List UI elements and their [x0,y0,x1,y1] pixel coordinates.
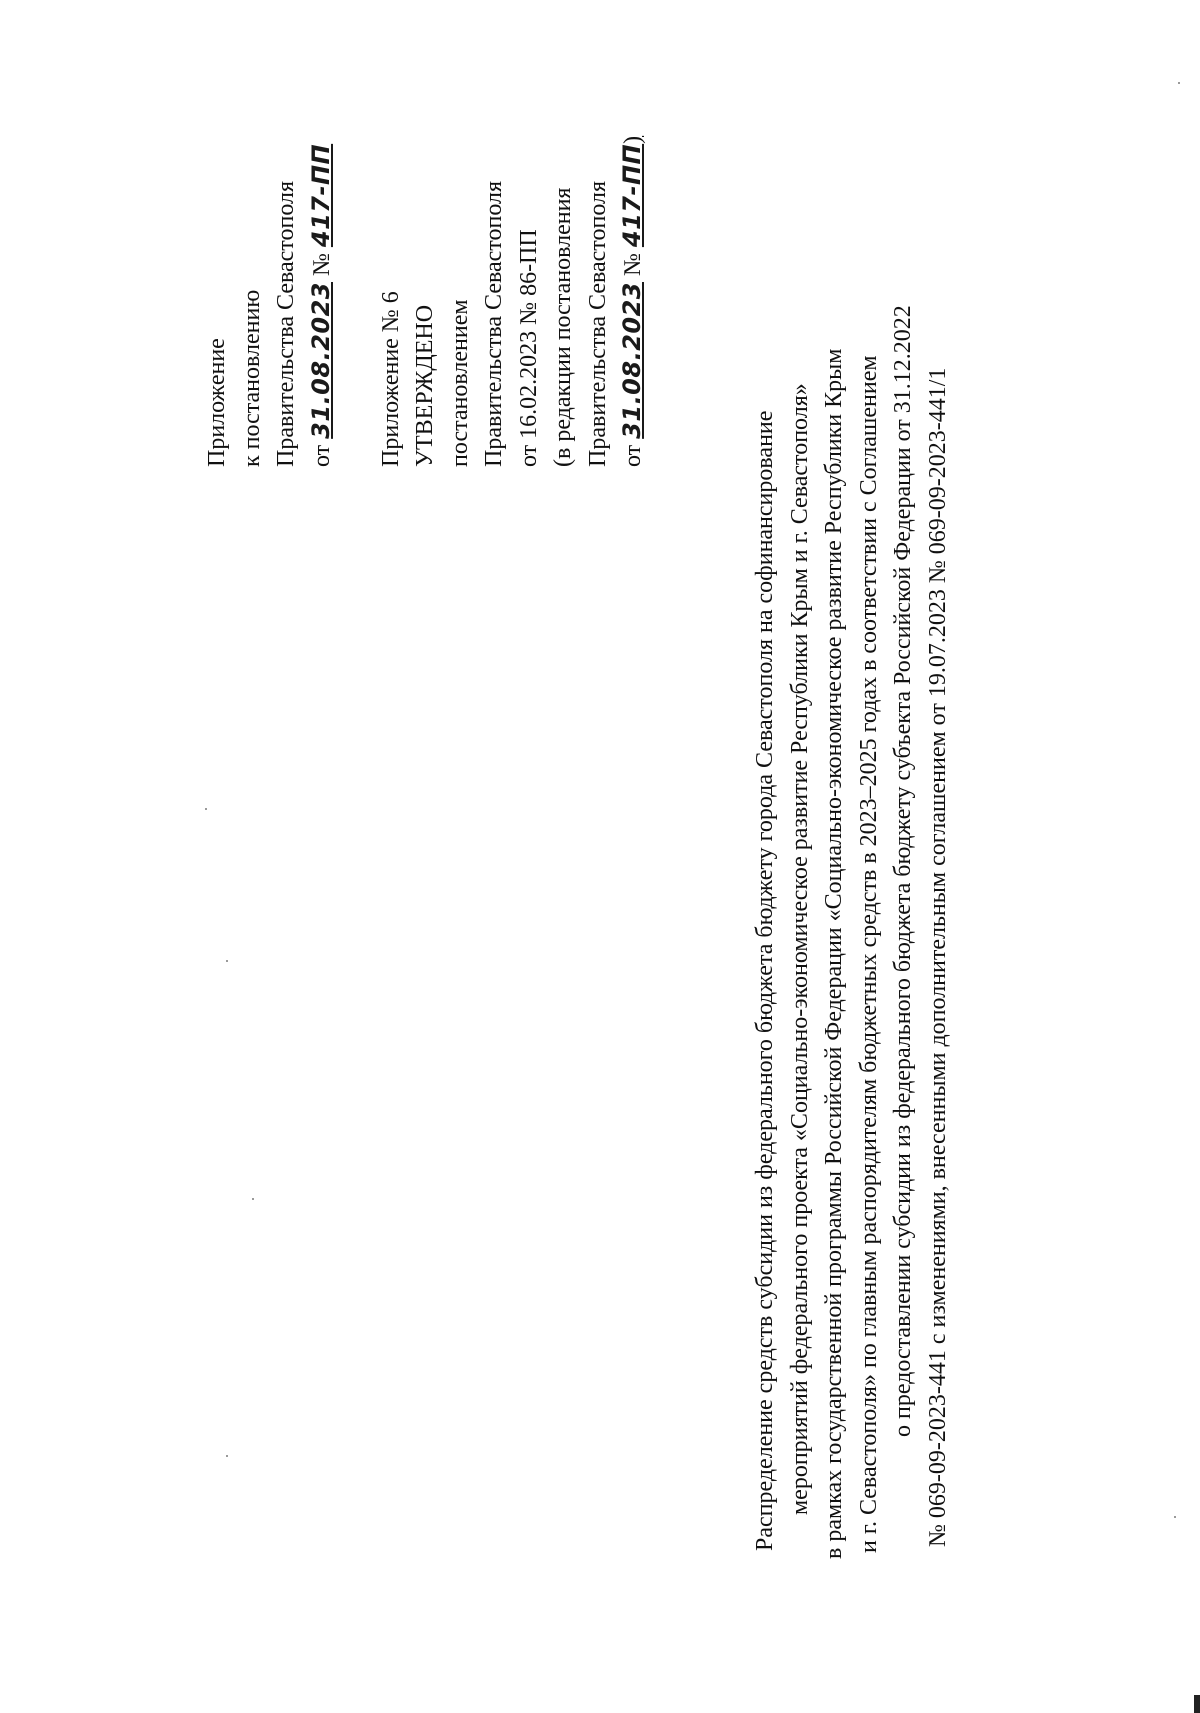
date-prefix: от [308,438,335,467]
scan-speck [226,960,228,962]
title-line: мероприятий федерального проекта «Социально-экономическое развитие Республики Крым и г. Севастополя» [786,383,813,1515]
header-line: Правительства Севастополя [481,180,507,467]
scan-speck [226,1455,228,1457]
scan-edge-mark [1194,1695,1200,1713]
header-line: от 16.02.2023 № 86-ПП [515,229,542,467]
header-line: Приложение [204,338,230,467]
title-line: и г. Севастополя» по главным распорядителям бюджетных средств в 2023–2025 годах в соответствии с Соглашением [855,355,882,1553]
approval-header [200,124,651,467]
scan-speck [1178,82,1180,84]
header-line: (в редакции постановления [550,187,576,467]
appendix-date-line [304,124,340,467]
handwritten-number: 417-ПП [306,143,335,248]
title-line: Распределение средств субсидии из федерального бюджета бюджету города Севастополя на софинансирование [752,410,778,1551]
header-line: постановлением [446,299,473,467]
scan-speck [205,808,207,810]
header-line: УТВЕРЖДЕНО [412,304,438,467]
handwritten-number: 417-ПП [618,143,646,248]
title-line: в рамках государственной программы Российской Федерации «Социально-экономическое развитие Республики Крым [821,348,847,1559]
scan-speck [252,1198,254,1200]
document-title [748,0,955,1561]
title-line: о предоставлении субсидии из федерального бюджета бюджету субъекта Российской Федерации от 31.12.2022 [890,305,916,1437]
header-line: Правительства Севастополя [584,180,611,467]
header-line: к постановлению [238,289,265,467]
header-line: Правительства Севастополя [273,180,299,467]
handwritten-date: 31.08.2023 [618,282,646,439]
title-line: № 069-09-2023-441 с изменениями, внесенными дополнительным соглашением от 19.07.2023 № 069-09-2023-441/1 [924,367,951,1547]
closing-paren: ) [620,135,646,144]
handwritten-date: 31.08.2023 [306,282,335,439]
date-prefix: от [620,438,646,467]
scan-speck [1174,1516,1176,1518]
annex-date-line [615,124,651,467]
header-line: Приложение № 6 [377,291,404,467]
number-prefix: № [620,247,646,282]
spacer [339,124,374,467]
number-prefix: № [308,247,335,282]
